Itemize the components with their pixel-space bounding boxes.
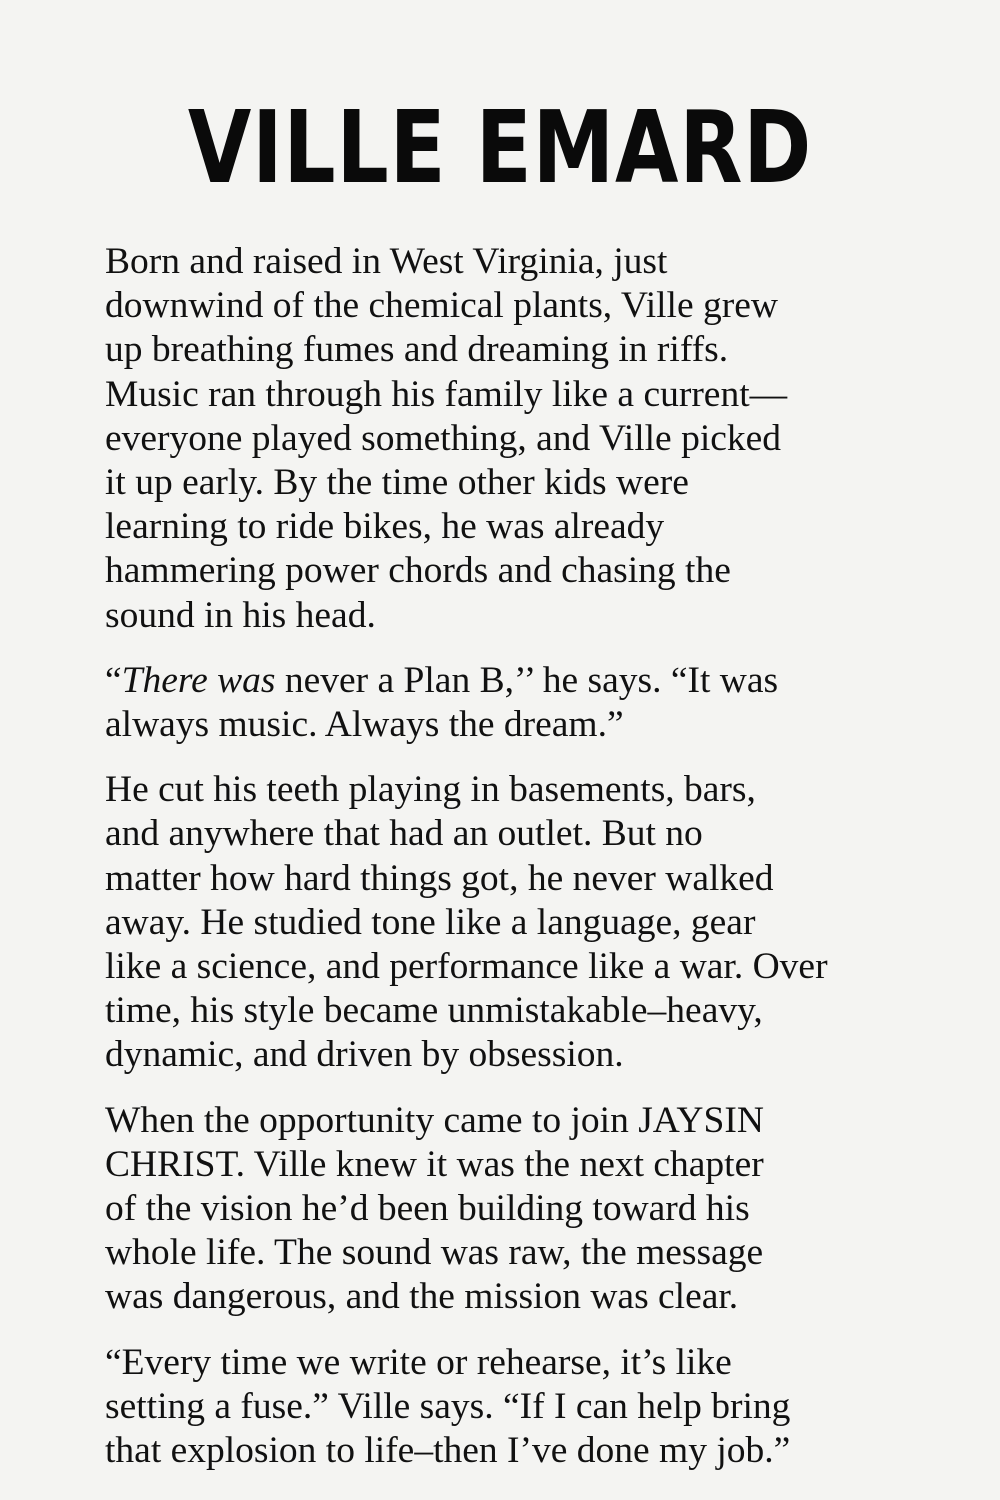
- text-line: sound in his head.: [105, 594, 376, 636]
- text-line: of the vision he’d been building toward his: [105, 1188, 750, 1230]
- text-line: CHRIST. Ville knew it was the next chapter: [105, 1143, 764, 1185]
- text-line: dynamic, and driven by obsession.: [105, 1034, 624, 1076]
- text-line: away. He studied tone like a language, gear: [105, 901, 756, 943]
- text-line: up breathing fumes and dreaming in riffs.: [105, 329, 729, 371]
- text-line: time, his style became unmistakable–heavy,: [105, 990, 763, 1032]
- quote-text: never a Plan B,’’ he says. “It was: [275, 659, 779, 701]
- text-line: and anywhere that had an outlet. But no: [105, 813, 703, 855]
- text-line: hammering power chords and chasing the: [105, 550, 731, 592]
- text-line: whole life. The sound was raw, the message: [105, 1232, 764, 1274]
- text-line: When the opportunity came to join JAYSIN: [105, 1099, 764, 1141]
- text-line: Music ran through his family like a current—: [105, 373, 788, 415]
- text-line: He cut his teeth playing in basements, bars,: [105, 769, 756, 811]
- text-line: that explosion to life–then I’ve done my job.”: [105, 1430, 791, 1472]
- text-line: always music. Always the dream.”: [105, 704, 624, 746]
- paragraph-joining-band: [105, 1099, 965, 1320]
- text-line: matter how hard things got, he never walked: [105, 857, 774, 899]
- text-line: “Every time we write or rehearse, it’s like: [105, 1341, 732, 1383]
- text-line: was dangerous, and the mission was clear.: [105, 1276, 739, 1318]
- quote-emphasis: There was: [121, 659, 276, 701]
- text-line: like a science, and performance like a war. Over: [105, 946, 828, 988]
- paragraph-quote-plan-b: [105, 659, 965, 747]
- bio-body: [105, 240, 965, 1494]
- text-line: downwind of the chemical plants, Ville grew: [105, 285, 778, 327]
- text-line: [105, 659, 965, 703]
- text-line: setting a fuse.” Ville says. “If I can help bring: [105, 1385, 791, 1427]
- paragraph-origin: [105, 240, 965, 638]
- text-line: learning to ride bikes, he was already: [105, 506, 665, 548]
- text-line: it up early. By the time other kids were: [105, 462, 689, 504]
- quote-open-mark: “: [105, 659, 122, 701]
- paragraph-career: [105, 768, 965, 1077]
- paragraph-closing-quote: [105, 1341, 965, 1474]
- text-line: everyone played something, and Ville picked: [105, 417, 782, 459]
- page-title: VILLE EMARD: [187, 89, 813, 206]
- text-line: Born and raised in West Virginia, just: [105, 241, 668, 282]
